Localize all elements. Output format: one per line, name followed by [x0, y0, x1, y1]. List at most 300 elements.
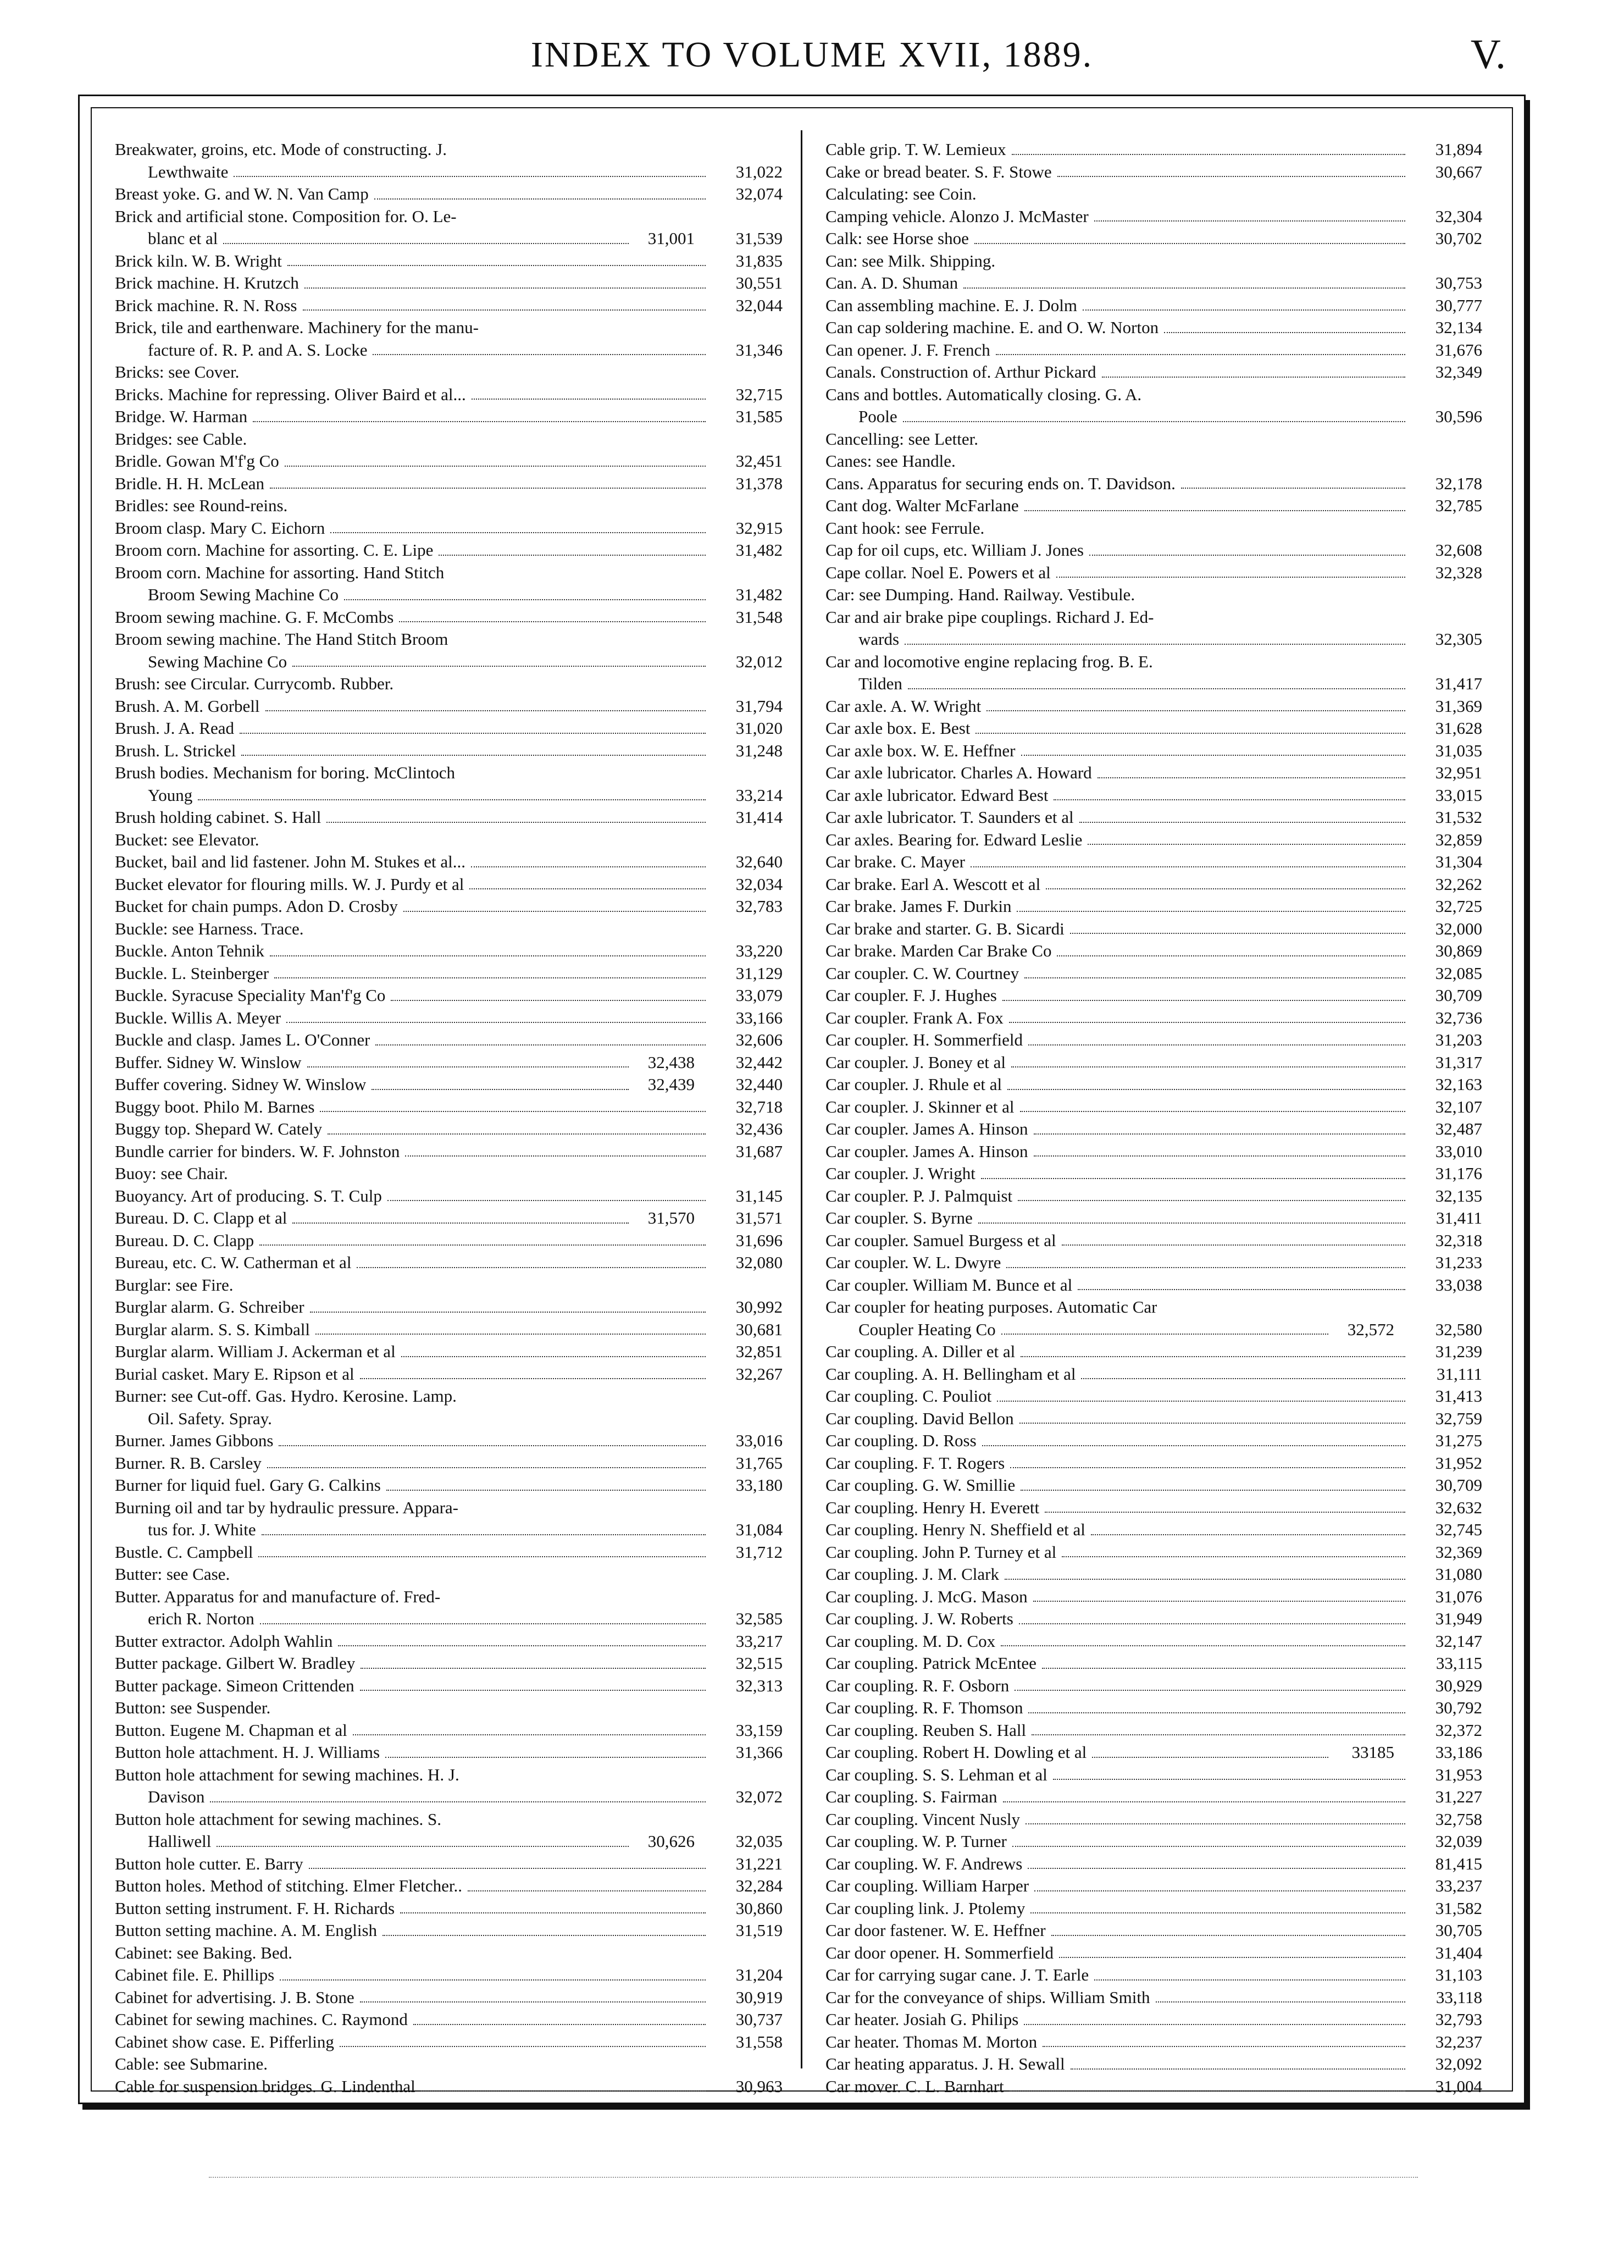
entry-patent-number: 31,275: [1435, 1431, 1482, 1450]
entry-text: Broom Sewing Machine Co: [148, 585, 339, 604]
entry-text: Young: [148, 785, 193, 805]
index-entry: [825, 450, 1482, 473]
index-entry: [825, 272, 1482, 295]
entry-patent-number: 31,035: [1435, 740, 1482, 760]
dot-leader: [1098, 777, 1405, 778]
entry-patent-number: 31,417: [1435, 674, 1482, 693]
dot-leader: [240, 732, 706, 734]
index-entry: [825, 1987, 1482, 2009]
dot-leader: [468, 1890, 706, 1891]
index-entry: [115, 606, 783, 629]
entry-text: Burner: see Cut-off. Gas. Hydro. Kerosine. Lamp.: [115, 1386, 457, 1406]
entry-patent-number: 32,163: [1435, 1075, 1482, 1094]
dot-leader: [1012, 153, 1405, 155]
index-entry: [115, 1007, 783, 1030]
entry-patent-number: 30,753: [1435, 273, 1482, 292]
dot-leader: [1021, 754, 1406, 756]
entry-text: Bucket: see Elevator.: [115, 829, 259, 849]
entry-patent-number: 32,044: [735, 295, 783, 315]
index-entry: [115, 873, 783, 896]
index-entry: [825, 1964, 1482, 1987]
dot-leader: [1007, 1088, 1405, 1090]
index-entry: [825, 918, 1482, 941]
index-entry: [825, 762, 1482, 784]
entry-patent-number: 31,111: [1437, 1364, 1482, 1384]
entry-text: Brush. A. M. Gorbell: [115, 696, 260, 716]
entry-secondary-number: 31,570: [647, 1208, 695, 1227]
index-entry: [825, 428, 1482, 451]
dot-leader: [1056, 576, 1405, 578]
index-entry: [115, 1830, 783, 1853]
entry-patent-number: 32,608: [1435, 540, 1482, 560]
entry-patent-number: 32,859: [1435, 829, 1482, 849]
entry-patent-number: 31,687: [735, 1141, 783, 1161]
entry-text: Bucket elevator for flouring mills. W. J. Purdy et al: [115, 874, 464, 894]
entry-text: Car axle box. W. E. Heffner: [825, 740, 1016, 760]
entry-text: Car and air brake pipe couplings. Richard J. Ed-: [825, 607, 1154, 627]
dot-leader: [1071, 2068, 1405, 2070]
index-entry: [115, 2076, 783, 2098]
dot-leader: [309, 1867, 706, 1869]
entry-patent-number: 32,369: [1435, 1542, 1482, 1562]
entry-text: Car brake. C. Mayer: [825, 852, 965, 871]
entry-patent-number: 32,107: [1435, 1097, 1482, 1116]
index-entry: [115, 339, 783, 362]
index-entry: [115, 1185, 783, 1208]
dot-leader: [1034, 1133, 1405, 1135]
entry-patent-number: 31,894: [1435, 140, 1482, 159]
entry-text: Burglar: see Fire.: [115, 1275, 234, 1295]
dot-leader: [1054, 799, 1405, 800]
index-entry: [825, 1541, 1482, 1564]
entry-text: Brush bodies. Mechanism for boring. McClintoch: [115, 763, 456, 782]
dot-leader: [400, 1912, 706, 1913]
entry-patent-number: 30,992: [735, 1297, 783, 1316]
index-entry: [115, 1430, 783, 1452]
entry-patent-number: 33,237: [1435, 1876, 1482, 1895]
index-entry: [825, 1452, 1482, 1475]
dot-leader: [1045, 1511, 1405, 1513]
entry-text: Brick machine. R. N. Ross: [115, 295, 297, 315]
entry-text: Sewing Machine Co: [148, 651, 287, 671]
dot-leader: [413, 2023, 706, 2025]
index-entry: [115, 1719, 783, 1742]
index-entry: [825, 1719, 1482, 1742]
entry-patent-number: 32,736: [1435, 1008, 1482, 1027]
index-entry: [825, 1141, 1482, 1163]
entry-patent-number: 30,709: [1435, 986, 1482, 1005]
index-entry: [115, 1341, 783, 1363]
dot-leader: [259, 1244, 706, 1246]
entry-text: Bridle. Gowan M'f'g Co: [115, 451, 279, 471]
dot-leader: [1021, 1356, 1405, 1357]
entry-text: erich R. Norton: [148, 1609, 254, 1628]
index-entry: [115, 517, 783, 540]
dot-leader: [292, 1222, 629, 1224]
index-entry: [825, 317, 1482, 339]
index-entry: [115, 161, 783, 184]
entry-text: Can. A. D. Shuman: [825, 273, 958, 292]
entry-patent-number: 31,227: [1435, 1787, 1482, 1806]
dot-leader: [1021, 1489, 1405, 1491]
entry-text: Halliwell: [148, 1832, 212, 1851]
index-entry: [115, 1786, 783, 1808]
dot-leader: [286, 1021, 706, 1023]
dot-leader: [403, 910, 706, 912]
entry-text: Button setting machine. A. M. English: [115, 1921, 378, 1940]
index-entry: [115, 250, 783, 273]
entry-patent-number: 32,262: [1435, 874, 1482, 894]
entry-patent-number: 30,860: [735, 1898, 783, 1918]
index-entry: [115, 1319, 783, 1341]
entry-patent-number: 30,792: [1435, 1698, 1482, 1717]
entry-patent-number: 32,267: [735, 1364, 783, 1384]
entry-text: Coupler Heating Co: [858, 1319, 996, 1339]
entry-secondary-number: 30,626: [647, 1832, 695, 1851]
entry-text: Car coupling. W. P. Turner: [825, 1832, 1007, 1851]
dot-leader: [1088, 843, 1405, 845]
dot-leader: [223, 242, 629, 244]
entry-patent-number: 31,558: [735, 2032, 783, 2051]
entry-text: Car coupling. R. F. Thomson: [825, 1698, 1023, 1717]
dot-leader: [984, 443, 1405, 444]
index-entry: [115, 1497, 783, 1519]
index-entry: [825, 1385, 1482, 1408]
index-entry: [115, 361, 783, 384]
dot-leader: [1042, 1667, 1405, 1669]
index-entry: [115, 1586, 783, 1608]
entry-patent-number: 31,548: [735, 607, 783, 627]
index-entry: [825, 1252, 1482, 1274]
index-entry: [115, 272, 783, 295]
index-entry: [825, 517, 1482, 540]
dot-leader: [210, 1801, 706, 1802]
entry-text: Buoy: see Chair.: [115, 1164, 228, 1183]
entry-text: Car coupler. James A. Hinson: [825, 1119, 1028, 1138]
entry-patent-number: 31,404: [1435, 1943, 1482, 1962]
entry-text: Car coupling. G. W. Smillie: [825, 1475, 1016, 1495]
entry-text: Car coupling. A. H. Bellingham et al: [825, 1364, 1076, 1384]
index-entry: [825, 1185, 1482, 1208]
entry-patent-number: 30,702: [1435, 229, 1482, 248]
entry-patent-number: 31,953: [1435, 1764, 1482, 1784]
index-entry: [825, 1764, 1482, 1786]
entry-text: Bridles: see Round-reins.: [115, 496, 288, 515]
entry-text: Car coupling. F. T. Rogers: [825, 1453, 1005, 1473]
dot-leader: [1053, 1778, 1405, 1780]
index-entry: [115, 1230, 783, 1252]
index-entry: [825, 1096, 1482, 1119]
entry-secondary-number: 32,438: [647, 1052, 695, 1072]
index-entry: [825, 2076, 1482, 2098]
entry-patent-number: 32,487: [1435, 1119, 1482, 1138]
index-entry: [825, 562, 1482, 584]
entry-patent-number: 31,248: [735, 740, 783, 760]
entry-patent-number: 32,725: [1435, 897, 1482, 916]
entry-patent-number: 32,135: [1435, 1186, 1482, 1205]
index-entry: [825, 406, 1482, 428]
entry-patent-number: 31,129: [735, 963, 783, 983]
entry-text: Car coupling. D. Ross: [825, 1431, 977, 1450]
entry-secondary-number: 33185: [1351, 1743, 1394, 1762]
dot-leader: [1003, 1801, 1405, 1802]
entry-text: Cap for oil cups, etc. William J. Jones: [825, 540, 1084, 560]
entry-text: Button hole attachment. H. J. Williams: [115, 1743, 380, 1762]
entry-text: Cake or bread beater. S. F. Stowe: [825, 162, 1052, 181]
entry-patent-number: 32,147: [1435, 1631, 1482, 1651]
entry-text: Burglar alarm. S. S. Kimball: [115, 1319, 311, 1339]
index-entry: [825, 673, 1482, 695]
entry-patent-number: 31,411: [1435, 1208, 1482, 1227]
index-entry: [115, 1163, 783, 1185]
index-inner-border: [91, 107, 1513, 2096]
entry-text: Bricks. Machine for repressing. Oliver Baird et al...: [115, 384, 466, 404]
dot-leader: [439, 554, 706, 556]
entry-patent-number: 31,539: [735, 229, 783, 248]
index-entry: [115, 295, 783, 317]
dot-leader: [1140, 599, 1405, 600]
entry-text: Brick and artificial stone. Composition for. O. Le-: [115, 206, 457, 226]
entry-text: Buckle. Willis A. Meyer: [115, 1008, 281, 1027]
index-entry: [115, 1919, 783, 1942]
entry-patent-number: 32,074: [735, 184, 783, 203]
index-entry: [825, 717, 1482, 740]
index-entry: [825, 606, 1482, 629]
dot-leader: [1046, 888, 1405, 889]
entry-patent-number: 32,915: [735, 518, 783, 538]
dot-leader: [1005, 1578, 1405, 1580]
page-title: INDEX TO VOLUME XVII, 1889.: [530, 35, 1094, 75]
index-entry: [115, 1274, 783, 1297]
entry-text: Car heating apparatus. J. H. Sewall: [825, 2054, 1065, 2073]
dot-leader: [963, 287, 1405, 289]
entry-patent-number: 33,214: [735, 785, 783, 805]
index-entry: [115, 473, 783, 495]
entry-text: Butter: see Case.: [115, 1564, 230, 1584]
entry-text: Brick, tile and earthenware. Machinery for the manu-: [115, 318, 479, 337]
entry-secondary-number: 31,001: [647, 229, 695, 248]
dot-leader: [1017, 910, 1405, 912]
index-entry: [825, 1230, 1482, 1252]
dot-leader: [905, 643, 1405, 645]
index-entry: [825, 1586, 1482, 1608]
index-entry: [115, 1675, 783, 1697]
entry-text: Car coupling. Vincent Nusly: [825, 1809, 1021, 1829]
index-entry: [115, 1519, 783, 1541]
index-entry: [115, 1474, 783, 1497]
entry-text: Car heater. Thomas M. Morton: [825, 2032, 1038, 2051]
index-entry: [115, 1029, 783, 1052]
entry-patent-number: 31,366: [735, 1743, 783, 1762]
index-entry: [825, 1029, 1482, 1052]
entry-text: facture of. R. P. and A. S. Locke: [148, 340, 368, 359]
entry-patent-number: 31,571: [735, 1208, 783, 1227]
entry-text: Can cap soldering machine. E. and O. W. Norton: [825, 318, 1159, 337]
entry-patent-number: 32,436: [735, 1119, 783, 1138]
index-entry: [825, 183, 1482, 206]
dot-leader: [360, 1378, 706, 1379]
entry-patent-number: 32,012: [735, 651, 783, 671]
entry-patent-number: 30,929: [1435, 1675, 1482, 1695]
entry-text: Car coupling. C. Pouliot: [825, 1386, 992, 1406]
index-entry: [115, 406, 783, 428]
entry-text: Car coupler. F. J. Hughes: [825, 986, 997, 1005]
entry-patent-number: 32,451: [735, 451, 783, 471]
index-entry: [115, 1207, 783, 1230]
entry-patent-number: 32,442: [735, 1052, 783, 1072]
dot-leader: [372, 1088, 629, 1090]
dot-leader: [971, 866, 1405, 867]
dot-leader: [353, 1734, 706, 1735]
entry-text: Canals. Construction of. Arthur Pickard: [825, 362, 1096, 381]
entry-patent-number: 33,220: [735, 941, 783, 960]
index-entry: [115, 1853, 783, 1876]
entry-text: Cant hook: see Ferrule.: [825, 518, 985, 538]
dot-leader: [340, 2045, 706, 2047]
entry-text: Brick kiln. W. B. Wright: [115, 251, 282, 270]
entry-patent-number: 30,681: [735, 1319, 783, 1339]
index-entry: [115, 1875, 783, 1898]
entry-text: Car: see Dumping. Hand. Railway. Vestibule.: [825, 585, 1135, 604]
entry-patent-number: 30,919: [735, 1987, 783, 2007]
dot-leader: [239, 1289, 706, 1290]
entry-patent-number: 31,519: [735, 1921, 783, 1940]
entry-patent-number: 31,346: [735, 340, 783, 359]
index-entry: [825, 651, 1482, 673]
index-entry: [825, 1853, 1482, 1876]
entry-text: Can: see Milk. Shipping.: [825, 251, 996, 270]
entry-patent-number: 32,085: [1435, 963, 1482, 983]
index-entry: [115, 1252, 783, 1274]
index-entry: [825, 1274, 1482, 1297]
entry-patent-number: 33,180: [735, 1475, 783, 1495]
entry-text: tus for. J. White: [148, 1520, 256, 1539]
dot-leader: [469, 888, 706, 889]
dot-leader: [1028, 1712, 1405, 1713]
entry-text: Burglar alarm. G. Schreiber: [115, 1297, 304, 1316]
dot-leader: [1078, 1288, 1405, 1290]
entry-patent-number: 31,239: [1435, 1342, 1482, 1361]
entry-patent-number: 32,349: [1435, 362, 1482, 381]
dot-leader: [303, 309, 706, 311]
index-entry: [115, 895, 783, 918]
entry-text: Car brake and starter. G. B. Sicardi: [825, 919, 1065, 938]
index-entry: [825, 1296, 1482, 1319]
index-entry: [825, 339, 1482, 362]
entry-patent-number: 32,585: [735, 1609, 783, 1628]
index-entry: [825, 851, 1482, 873]
index-entry: [825, 1341, 1482, 1363]
entry-patent-number: 32,606: [735, 1030, 783, 1049]
dot-leader: [405, 1155, 706, 1157]
entry-patent-number: 32,515: [735, 1653, 783, 1673]
dot-leader: [315, 1333, 706, 1335]
index-entry: [825, 984, 1482, 1007]
index-entry: [825, 1408, 1482, 1430]
index-entry: [825, 1363, 1482, 1386]
dot-leader: [1094, 220, 1405, 222]
entry-text: Burglar alarm. William J. Ackerman et al: [115, 1342, 396, 1361]
entry-text: Buggy top. Shepard W. Cately: [115, 1119, 323, 1138]
entry-text: Buckle. Anton Tehnik: [115, 941, 264, 960]
dot-leader: [1019, 1623, 1405, 1624]
index-entry: [825, 161, 1482, 184]
entry-patent-number: 31,532: [1435, 807, 1482, 827]
index-entry: [115, 851, 783, 873]
entry-text: blanc et al: [148, 229, 218, 248]
index-entry: [115, 1898, 783, 1920]
entry-text: Car coupling. Henry H. Everett: [825, 1497, 1040, 1517]
entry-text: Car brake. James F. Durkin: [825, 897, 1012, 916]
entry-patent-number: 32,237: [1435, 2032, 1482, 2051]
entry-patent-number: 33,016: [735, 1431, 783, 1450]
index-entry: [115, 1608, 783, 1630]
entry-patent-number: 81,415: [1435, 1854, 1482, 1873]
entry-patent-number: 31,145: [735, 1186, 783, 1205]
entry-patent-number: 30,596: [1435, 407, 1482, 426]
index-entry: [825, 962, 1482, 985]
dot-leader: [1164, 331, 1405, 333]
entry-patent-number: 32,785: [1435, 496, 1482, 515]
dot-leader: [461, 777, 706, 778]
entry-patent-number: 30,709: [1435, 1475, 1482, 1495]
index-entry: [115, 1942, 783, 1965]
dot-leader: [1002, 999, 1405, 1001]
entry-patent-number: 33,186: [1435, 1743, 1482, 1762]
entry-text: Car coupling. J. W. Roberts: [825, 1609, 1013, 1628]
entry-patent-number: 30,551: [735, 273, 783, 292]
dot-leader: [1034, 1155, 1405, 1157]
dot-leader: [1010, 1467, 1405, 1468]
entry-text: Car axle. A. W. Wright: [825, 696, 982, 716]
entry-patent-number: 32,328: [1435, 562, 1482, 582]
dot-leader: [471, 866, 706, 867]
dot-leader: [908, 688, 1405, 689]
entry-text: Car coupling. J. McG. Mason: [825, 1586, 1028, 1606]
entry-text: Button setting instrument. F. H. Richards: [115, 1898, 395, 1918]
index-entry: [115, 784, 783, 807]
entry-patent-number: 33,159: [735, 1720, 783, 1740]
entry-text: Davison: [148, 1787, 205, 1806]
dot-leader: [320, 1110, 706, 1112]
entry-patent-number: 31,020: [735, 718, 783, 738]
dot-leader: [1033, 1600, 1405, 1602]
entry-patent-number: 31,076: [1435, 1586, 1482, 1606]
dot-leader: [274, 977, 706, 978]
index-entry: [115, 1385, 783, 1408]
entry-text: Car coupler. S. Byrne: [825, 1208, 973, 1227]
entry-patent-number: 32,372: [1435, 1720, 1482, 1740]
index-entry: [825, 1563, 1482, 1586]
entry-text: Bridges: see Cable.: [115, 429, 247, 449]
index-entry: [825, 940, 1482, 962]
dot-leader: [386, 1489, 706, 1491]
entry-patent-number: 33,079: [735, 986, 783, 1005]
dot-leader: [1043, 2045, 1405, 2047]
entry-text: Buckle: see Harness. Trace.: [115, 919, 304, 938]
entry-text: Car coupler. H. Sommerfield: [825, 1030, 1023, 1049]
entry-text: Car coupler. J. Rhule et al: [825, 1075, 1002, 1094]
entry-patent-number: 31,022: [735, 162, 783, 181]
dot-leader: [258, 1556, 706, 1557]
dot-leader: [1092, 1756, 1328, 1758]
index-entry: [115, 183, 783, 206]
index-entry: [825, 740, 1482, 762]
dot-leader: [975, 732, 1405, 734]
entry-text: Car coupling link. J. Ptolemy: [825, 1898, 1026, 1918]
entry-patent-number: 31,203: [1435, 1030, 1482, 1049]
dot-leader: [1028, 1867, 1405, 1869]
